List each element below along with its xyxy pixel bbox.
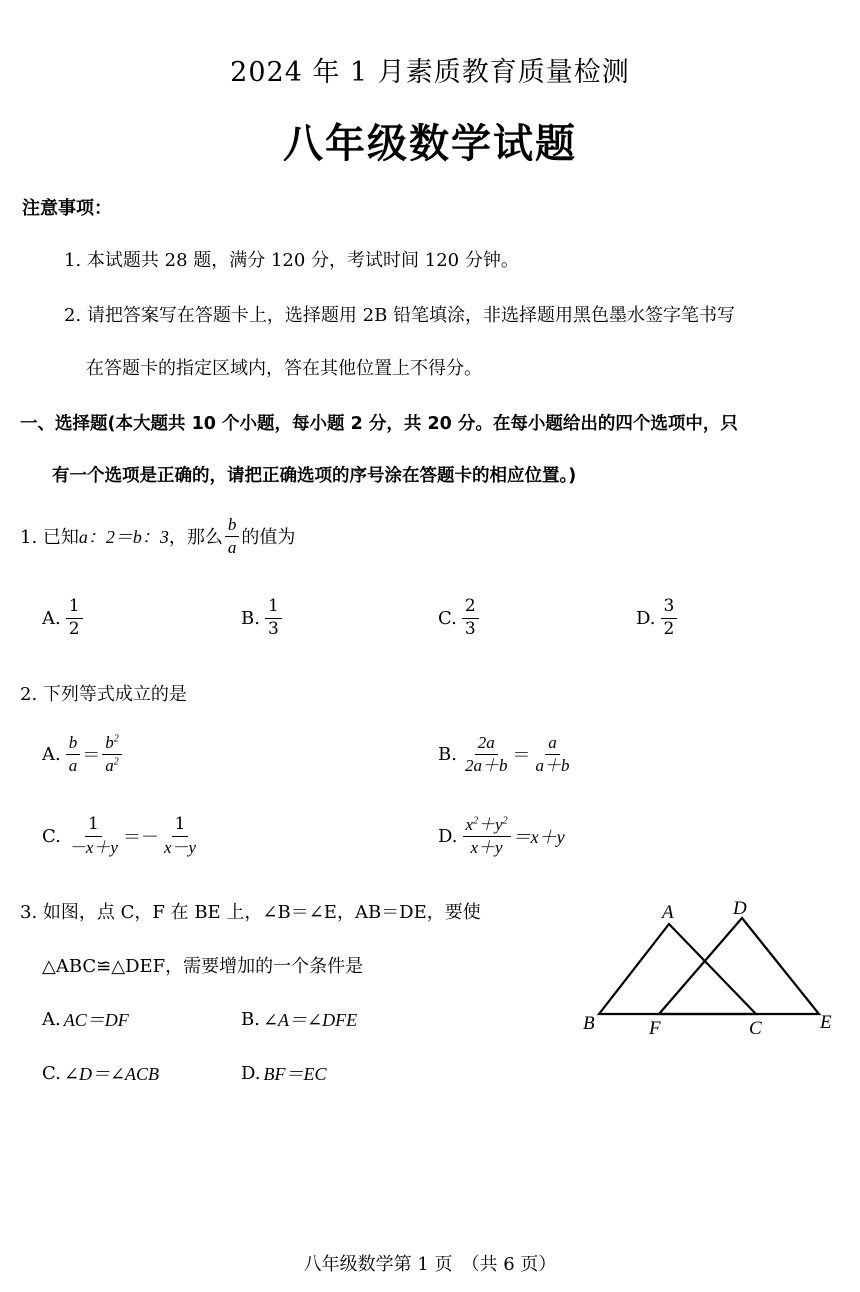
term-x: x — [465, 815, 474, 834]
q1-suffix: 的值为 — [241, 527, 296, 549]
denominator: a — [68, 755, 78, 775]
question-3-stem-line-1: 3. 如图，点 C，F 在 BE 上，∠B＝∠E，AB＝DE，要使 — [20, 902, 481, 923]
notes-item-2-line-1: 2. 请把答案写在答题卡上，选择题用 2B 铅笔填涂，非选择题用黑色墨水签字笔书写 — [64, 305, 736, 326]
q1-fraction — [225, 516, 240, 557]
denominator: 3 — [464, 618, 476, 639]
option-label: D. — [636, 607, 656, 629]
equals-sign: ＝ — [512, 745, 531, 767]
option-label: C. — [438, 607, 457, 629]
label-d: D — [733, 898, 747, 919]
question-3-stem-line-2: △ABC≌△DEF，需要增加的一个条件是 — [42, 956, 364, 977]
numerator: a — [545, 734, 560, 755]
option-label: B. — [241, 1008, 260, 1030]
option-label: B. — [241, 607, 260, 629]
denominator: 2 — [68, 618, 80, 639]
denominator: x＋y — [470, 837, 503, 857]
page-footer: 八年级数学第 1 页 （共 6 页） — [303, 1254, 557, 1275]
numerator: 2 — [462, 598, 479, 619]
option-fraction — [661, 598, 678, 639]
section1-heading-line-2: 有一个选项是正确的，请把正确选项的序号涂在答题卡的相应位置。) — [52, 466, 577, 486]
exponent: 2 — [113, 756, 119, 768]
numerator: 2a — [475, 734, 498, 755]
option-label: A. — [42, 1008, 61, 1030]
q1-option-b — [241, 598, 284, 639]
option-label: C. — [42, 1062, 61, 1084]
label-b: B — [583, 1013, 595, 1034]
denominator: －x＋y — [68, 837, 118, 857]
q1-option-c — [438, 598, 481, 639]
triangle-def — [659, 918, 819, 1014]
numerator: 1 — [172, 816, 189, 837]
option-label: D. — [241, 1062, 261, 1084]
question-2-stem: 2. 下列等式成立的是 — [20, 684, 187, 705]
denominator: 2a＋b — [464, 755, 508, 775]
option-label: D. — [438, 825, 458, 847]
q1-fraction-denominator: a — [227, 537, 237, 557]
q1-prefix: 1. 已知 — [20, 527, 79, 549]
exponent: 2 — [502, 815, 508, 827]
exponent: 2 — [113, 733, 119, 745]
option-fraction — [462, 598, 479, 639]
label-f: F — [649, 1018, 661, 1039]
option-text: ∠D＝∠ACB — [63, 1064, 160, 1084]
q3-option-b — [241, 1006, 357, 1032]
q3-triangle-figure — [575, 895, 845, 1045]
q2-option-a — [42, 734, 124, 775]
question-1-stem — [20, 516, 295, 557]
denominator: 2 — [663, 618, 675, 639]
denominator — [102, 755, 122, 775]
term-y: ＋y — [478, 815, 503, 834]
label-c: C — [749, 1018, 762, 1039]
q2-option-c — [42, 816, 201, 857]
option-label: B. — [438, 743, 457, 765]
lhs-fraction — [66, 816, 121, 857]
q2-option-b — [438, 734, 574, 775]
q1-mid: ，那么 — [168, 527, 223, 549]
lhs-fraction — [66, 734, 81, 775]
exam-subtitle: 2024 年 1 月素质教育质量检测 — [230, 57, 630, 88]
option-label: A. — [42, 743, 61, 765]
lhs-fraction — [463, 816, 511, 857]
label-e: E — [820, 1012, 832, 1033]
denominator: 3 — [267, 618, 279, 639]
option-label: A. — [42, 607, 61, 629]
denominator: a＋b — [535, 755, 570, 775]
q3-option-c — [42, 1060, 159, 1086]
option-text: AC＝DF — [63, 1010, 129, 1030]
numerator: b — [66, 734, 81, 755]
label-a: A — [662, 902, 674, 923]
rhs-expression: ＝x＋y — [512, 827, 565, 848]
q3-option-d — [241, 1060, 327, 1086]
triangle-abc — [599, 924, 756, 1014]
notes-item-1: 1. 本试题共 28 题，满分 120 分，考试时间 120 分钟。 — [64, 250, 519, 271]
exam-title: 八年级数学试题 — [283, 121, 577, 167]
option-label: C. — [42, 825, 61, 847]
q1-fraction-numerator: b — [225, 516, 240, 537]
numerator: 3 — [661, 598, 678, 619]
option-text: BF＝EC — [263, 1064, 327, 1084]
rhs-fraction — [532, 734, 572, 775]
rhs-fraction — [161, 816, 199, 857]
equals-sign: ＝ — [82, 745, 101, 767]
q1-option-d — [636, 598, 679, 639]
q3-option-a — [42, 1006, 129, 1032]
notes-heading: 注意事项： — [22, 198, 112, 219]
q1-ratio: a：2＝b：3 — [78, 527, 169, 548]
numerator — [102, 734, 122, 755]
option-text: ∠A＝∠DFE — [262, 1010, 358, 1030]
option-fraction — [265, 598, 282, 639]
q2-option-d — [438, 816, 565, 857]
numerator: 1 — [265, 598, 282, 619]
section1-heading-line-1: 一、选择题(本大题共 10 个小题，每小题 2 分，共 20 分。在每小题给出的四个选项中，只 — [20, 414, 738, 434]
numerator-base: b — [105, 733, 114, 752]
equals-minus-sign: ＝－ — [122, 827, 159, 849]
notes-item-2-line-2: 在答题卡的指定区域内，答在其他位置上不得分。 — [86, 358, 482, 379]
exponent: 2 — [473, 815, 479, 827]
numerator: 1 — [66, 598, 83, 619]
denominator-base: a — [105, 755, 114, 775]
denominator: x－y — [163, 837, 197, 857]
rhs-fraction — [102, 734, 122, 775]
numerator: 1 — [85, 816, 102, 837]
numerator — [463, 816, 511, 837]
lhs-fraction — [462, 734, 511, 775]
q1-option-a — [42, 598, 85, 639]
option-fraction — [66, 598, 83, 639]
